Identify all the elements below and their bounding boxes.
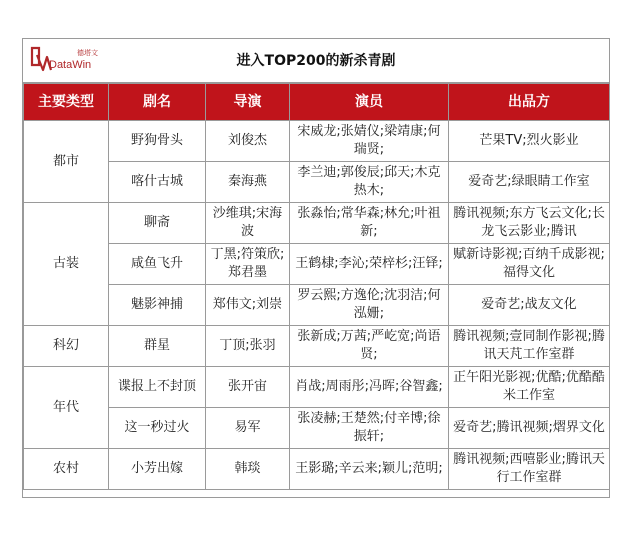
table-title: 进入TOP200的新杀青剧 xyxy=(236,53,396,69)
director-cell: 沙维琪;宋海波 xyxy=(206,203,290,244)
table-row xyxy=(24,285,610,326)
director-cell: 易军 xyxy=(206,408,290,449)
producer-cell: 腾讯视频;西嘻影业;腾讯天行工作室群 xyxy=(449,449,610,490)
header-row xyxy=(24,84,610,121)
cast-cell: 张凌赫;王楚然;付辛博;徐振轩; xyxy=(290,408,449,449)
producer-cell: 芒果TV;烈火影业 xyxy=(449,121,610,162)
header-category: 主要类型 xyxy=(24,84,109,121)
logo-en-text: DataWin xyxy=(49,59,92,71)
producer-cell: 腾讯视频;壹同制作影视;腾讯天芃工作室群 xyxy=(449,326,610,367)
table-row xyxy=(24,449,610,490)
category-cell: 科幻 xyxy=(24,326,109,367)
header-title: 剧名 xyxy=(109,84,206,121)
director-cell: 郑伟文;刘崇 xyxy=(206,285,290,326)
title-cell: 这一秒过火 xyxy=(109,408,206,449)
producer-cell: 正午阳光影视;优酷;优酷酷米工作室 xyxy=(449,367,610,408)
table-row xyxy=(24,367,610,408)
title-cell: 喀什古城 xyxy=(109,162,206,203)
director-cell: 丁顶;张羽 xyxy=(206,326,290,367)
category-cell: 农村 xyxy=(24,449,109,490)
title-cell: 咸鱼飞升 xyxy=(109,244,206,285)
title-cell: 群星 xyxy=(109,326,206,367)
cast-cell: 王影璐;辛云来;颖儿;范明; xyxy=(290,449,449,490)
title-cell: 魅影神捕 xyxy=(109,285,206,326)
cast-cell: 王鹤棣;李沁;荣梓杉;汪铎; xyxy=(290,244,449,285)
category-cell: 年代 xyxy=(24,367,109,449)
director-cell: 秦海燕 xyxy=(206,162,290,203)
title-row xyxy=(23,39,609,83)
drama-table xyxy=(23,83,610,490)
table-row xyxy=(24,162,610,203)
table-row xyxy=(24,121,610,162)
producer-cell: 腾讯视频;东方飞云文化;长龙飞云影业;腾讯 xyxy=(449,203,610,244)
table-row xyxy=(24,203,610,244)
table-row xyxy=(24,244,610,285)
header-producer: 出品方 xyxy=(449,84,610,121)
cast-cell: 张淼怡;常华森;林允;叶祖新; xyxy=(290,203,449,244)
cast-cell: 肖战;周雨彤;冯晖;谷智鑫; xyxy=(290,367,449,408)
title-cell: 聊斋 xyxy=(109,203,206,244)
cast-cell: 李兰迪;郭俊辰;邱天;木克热木; xyxy=(290,162,449,203)
category-cell: 都市 xyxy=(24,121,109,203)
cast-cell: 宋威龙;张婧仪;梁靖康;何瑞贤; xyxy=(290,121,449,162)
category-cell: 古装 xyxy=(24,203,109,326)
cast-cell: 张新成;万茜;严屹宽;尚语贤; xyxy=(290,326,449,367)
director-cell: 刘俊杰 xyxy=(206,121,290,162)
table-row xyxy=(24,326,610,367)
director-cell: 张开宙 xyxy=(206,367,290,408)
title-cell: 谍报上不封顶 xyxy=(109,367,206,408)
director-cell: 丁黑;符策欣;郑君墨 xyxy=(206,244,290,285)
producer-cell: 爱奇艺;绿眼睛工作室 xyxy=(449,162,610,203)
table-sheet xyxy=(22,38,610,498)
header-director: 导演 xyxy=(206,84,290,121)
producer-cell: 赋新诗影视;百纳千成影视;福得文化 xyxy=(449,244,610,285)
cast-cell: 罗云熙;方逸伦;沈羽洁;何泓姗; xyxy=(290,285,449,326)
title-cell: 小芳出嫁 xyxy=(109,449,206,490)
logo-cn-text: 德塔文 xyxy=(77,49,98,57)
producer-cell: 爱奇艺;腾讯视频;熠界文化 xyxy=(449,408,610,449)
table-row xyxy=(24,408,610,449)
title-cell: 野狗骨头 xyxy=(109,121,206,162)
producer-cell: 爱奇艺;战友文化 xyxy=(449,285,610,326)
director-cell: 韩琰 xyxy=(206,449,290,490)
header-cast: 演员 xyxy=(290,84,449,121)
